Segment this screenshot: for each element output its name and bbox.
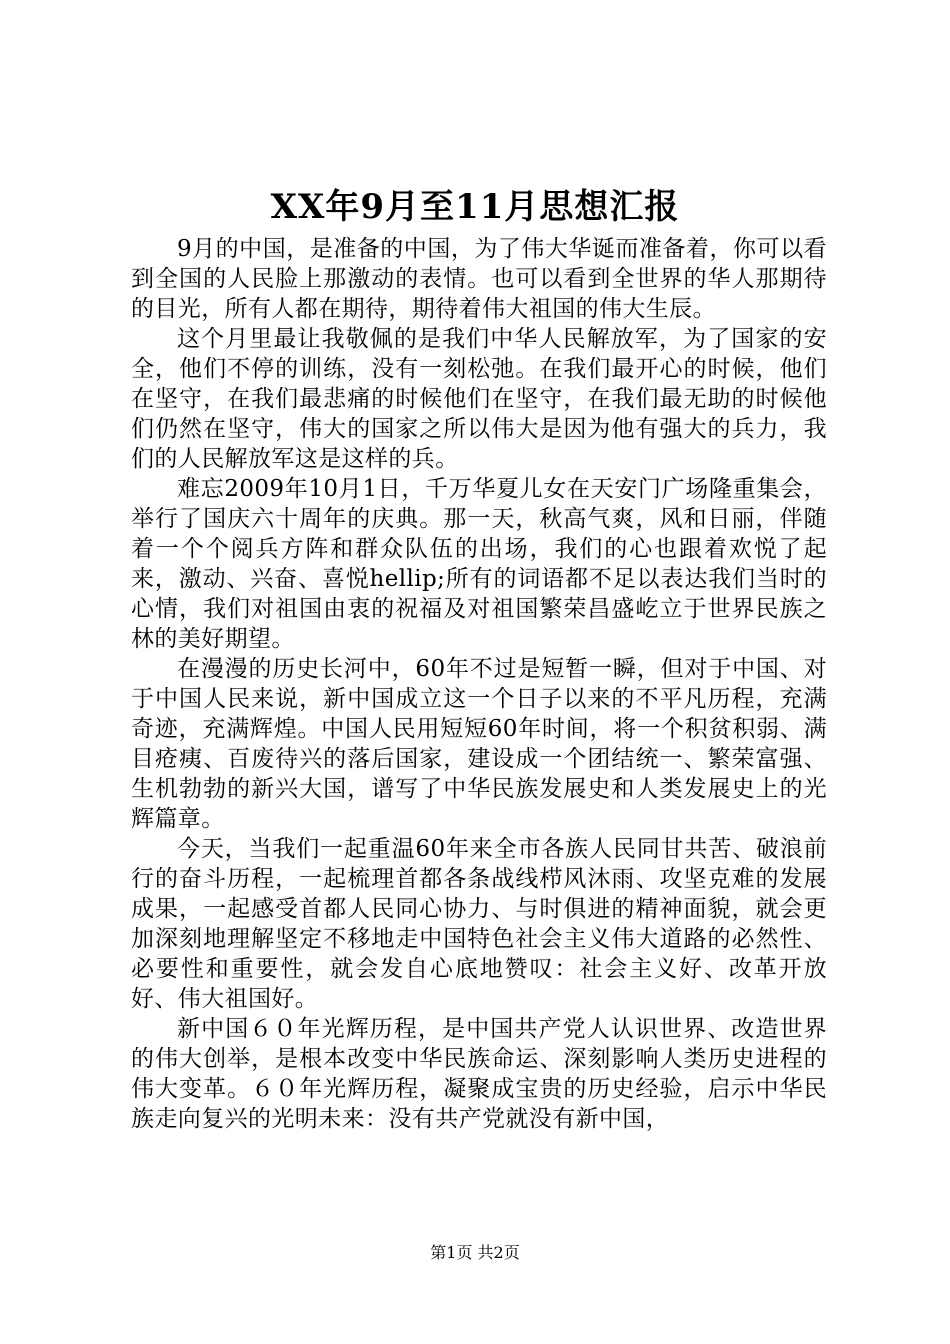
paragraph: 难忘2009年10月1日，千万华夏儿女在天安门广场隆重集会，举行了国庆六十周年的庆典。那一天，秋高气爽，风和日丽，伴随着一个个阅兵方阵和群众队伍的出场，我们的心也跟着欢悦了起来，激动、兴奋、喜悦hellip;所有的词语都不足以表达我们当时的心情，我们对祖国由衷的祝福及对祖国繁荣昌盛屹立于世界民族之林的美好期望。: [131, 476, 827, 652]
paragraph: 这个月里最让我敬佩的是我们中华人民解放军，为了国家的安全，他们不停的训练，没有一刻松弛。在我们最开心的时候，他们在坚守，在我们最悲痛的时候他们在坚守，在我们最无助的时候他们仍然在坚守，伟大的国家之所以伟大是因为他有强大的兵力，我们的人民解放军这是这样的兵。: [131, 326, 827, 472]
paragraph: 9月的中国，是准备的中国，为了伟大华诞而准备着，你可以看到全国的人民脸上那激动的表情。也可以看到全世界的华人那期待的目光，所有人都在期待，期待着伟大祖国的伟大生辰。: [131, 236, 827, 322]
paragraph: 新中国６０年光辉历程，是中国共产党人认识世界、改造世界的伟大创举，是根本改变中华民族命运、深刻影响人类历史进程的伟大变革。６０年光辉历程，凝聚成宝贵的历史经验，启示中华民族走向复兴的光明未来：没有共产党就没有新中国，: [131, 1016, 827, 1132]
document-title: XX年9月至11月思想汇报: [270, 187, 680, 227]
document-body: [131, 234, 827, 1134]
page-footer: 第1页 共2页: [430, 1243, 520, 1262]
paragraph: 在漫漫的历史长河中，60年不过是短暂一瞬，但对于中国、对于中国人民来说，新中国成立这一个日子以来的不平凡历程，充满奇迹，充满辉煌。中国人民用短短60年时间，将一个积贫积弱、满目疮痍、百废待兴的落后国家，建设成一个团结统一、繁荣富强、生机勃勃的新兴大国，谱写了中华民族发展史和人类发展史上的光辉篇章。: [131, 656, 827, 832]
paragraph: 今天，当我们一起重温60年来全市各族人民同甘共苦、破浪前行的奋斗历程，一起梳理首都各条战线栉风沐雨、攻坚克难的发展成果，一起感受首都人民同心协力、与时俱进的精神面貌，就会更加深刻地理解坚定不移地走中国特色社会主义伟大道路的必然性、必要性和重要性，就会发自心底地赞叹：社会主义好、改革开放好、伟大祖国好。: [131, 836, 827, 1012]
